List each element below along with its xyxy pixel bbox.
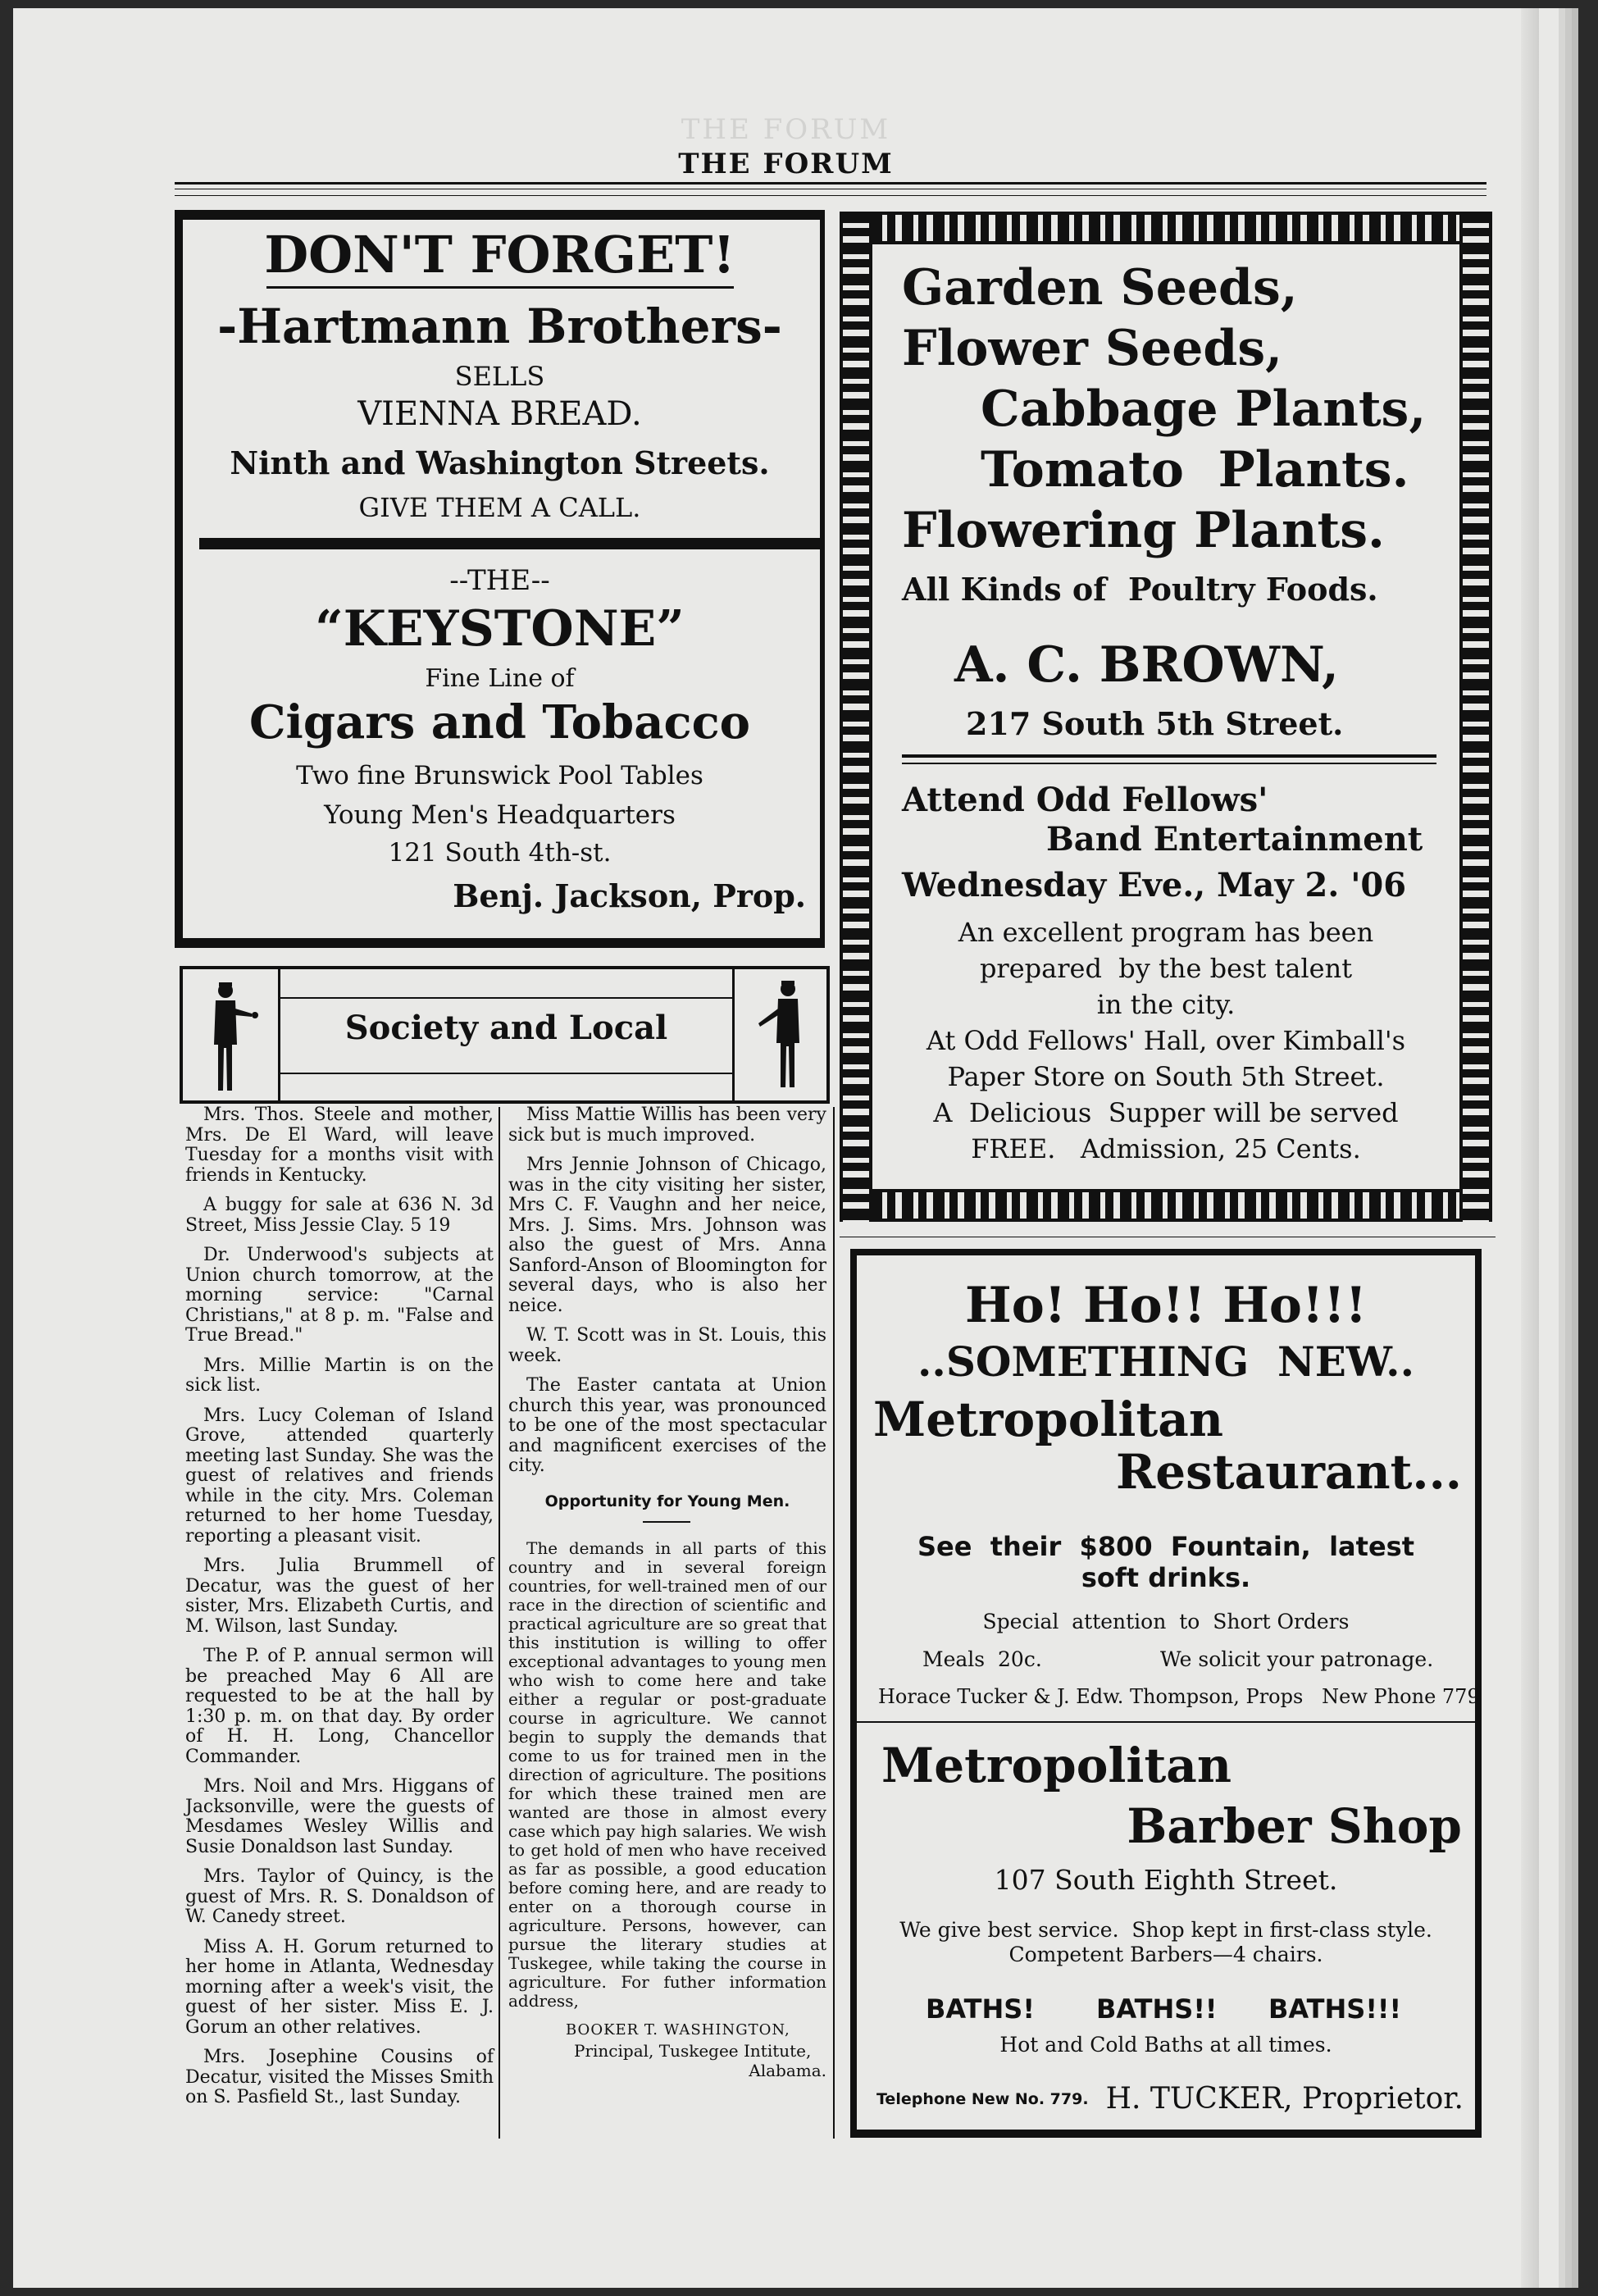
seeds-line-4: Tomato Plants. — [981, 441, 1409, 499]
oddfellows-line-7: At Odd Fellows' Hall, over Kimball's — [926, 1025, 1406, 1056]
news-item: Mrs. Thos. Steele and mother, Mrs. De El Ward, will leave Tuesday for a months visit with friends in Kentucky. — [185, 1105, 494, 1186]
barber-name-1: Metropolitan — [881, 1738, 1232, 1793]
barber-address: 107 South Eighth Street. — [994, 1864, 1338, 1896]
news-item: Mrs. Millie Martin is on the sick list. — [185, 1355, 494, 1396]
oddfellows-line-10: FREE. Admission, 25 Cents. — [971, 1133, 1361, 1164]
headline-underline — [266, 286, 734, 289]
seeds-line-2: Flower Seeds, — [902, 320, 1283, 377]
hartmann-headline: DON'T FORGET! — [264, 225, 735, 285]
seeds-line-3: Cabbage Plants, — [981, 380, 1427, 438]
seeds-rule-2 — [902, 763, 1436, 764]
metro-soft-drinks: soft drinks. — [1081, 1562, 1251, 1593]
ornament-right — [1459, 212, 1492, 1222]
news-item: The Easter cantata at Union church this year, was pronounced to be one of the most spectacular and magnificent exercises of the city. — [508, 1375, 826, 1476]
hartmann-address: Ninth and Washington Streets. — [230, 444, 770, 481]
oddfellows-line-5: prepared by the best talent — [979, 953, 1353, 984]
keystone-the: --THE-- — [449, 564, 550, 597]
news-item: Mrs. Lucy Coleman of Island Grove, attended quarterly meeting last Sunday. She was the guest of relatives and friends while in the city. Mrs. Coleman returned to her home Tuesday, reporting a pleasant visit. — [185, 1405, 494, 1547]
metro-props: Horace Tucker & J. Edw. Thompson, Props New Phone 779 — [878, 1685, 1480, 1708]
ornament-left — [840, 212, 872, 1222]
metro-bottom-rule — [850, 2133, 1482, 2138]
baths-3: BATHS!!! — [1268, 1993, 1402, 2025]
column-rule-1 — [499, 1107, 500, 2139]
ad-border-bottom — [175, 938, 825, 948]
news-item: Mrs. Julia Brummell of Decatur, was the guest of her sister, Mrs. Elizabeth Curtis, and M. Wilson, last Sunday. — [185, 1556, 494, 1637]
keystone-pool: Two fine Brunswick Pool Tables — [296, 761, 703, 790]
opportunity-signature-3: Alabama. — [749, 2061, 826, 2080]
seeds-line-1: Garden Seeds, — [902, 259, 1298, 317]
metro-patronage: We solicit your patronage. — [1160, 1647, 1434, 1671]
keystone-headquarters: Young Men's Headquarters — [324, 800, 676, 830]
metro-divider — [857, 1721, 1475, 1723]
hartmann-name: -Hartmann Brothers- — [217, 298, 782, 354]
news-item: Mrs. Josephine Cousins of Decatur, visited the Misses Smith on S. Pasfield St., last Sunday. — [185, 2047, 494, 2107]
header-rule-3 — [175, 195, 1486, 196]
hartmann-keystone-ad — [175, 210, 825, 948]
news-item: Dr. Underwood's subjects at Union church tomorrow, at the morning service: "Carnal Christians," at 8 p. m. "False and True Bread." — [185, 1245, 494, 1346]
barber-chairs: Competent Barbers—4 chairs. — [1008, 1943, 1323, 1966]
news-item: W. T. Scott was in St. Louis, this week. — [508, 1325, 826, 1366]
opportunity-heading: Opportunity for Young Men. — [544, 1492, 790, 1510]
metro-ho: Ho! Ho!! Ho!!! — [965, 1277, 1367, 1334]
news-item: A buggy for sale at 636 N. 3d Street, Miss Jessie Clay. 5 19 — [185, 1195, 494, 1236]
oddfellows-date: Wednesday Eve., May 2. '06 — [902, 866, 1407, 904]
seeds-rule-1 — [902, 754, 1436, 758]
metro-something-new: ..SOMETHING NEW.. — [917, 1337, 1414, 1386]
keystone-proprietor: Benj. Jackson, Prop. — [453, 877, 806, 914]
metropolitan-ad — [850, 1249, 1482, 2136]
news-item: Mrs Jennie Johnson of Chicago, was in the city visiting her sister, Mrs C. F. Vaughn and her neice, Mrs. J. Sims. Mrs. Johnson was also the guest of Mrs. Anna Sanford-Anson of Bloomington for several days, who is also her neice. — [508, 1155, 826, 1316]
society-header — [180, 966, 830, 1104]
ad-divider — [199, 538, 822, 549]
news-item: Mrs. Noil and Mrs. Higgans of Jacksonville, were the guests of Mesdames Wesley Willis and Susie Donaldson last Sunday. — [185, 1776, 494, 1857]
gentleman-right-icon — [749, 976, 814, 1091]
seeds-line-5: Flowering Plants. — [902, 502, 1385, 559]
gentleman-left-icon — [199, 979, 265, 1094]
ornament-bottom — [840, 1189, 1492, 1222]
barber-name-2: Barber Shop — [1127, 1798, 1462, 1854]
header-rule — [175, 182, 1486, 184]
seeds-poultry: All Kinds of Poultry Foods. — [902, 571, 1378, 608]
seeds-merchant: A. C. BROWN, — [954, 636, 1339, 694]
page-edge — [1521, 8, 1539, 2288]
ornament-top — [840, 212, 1492, 244]
hartmann-call: GIVE THEM A CALL. — [358, 492, 641, 523]
society-column-2 — [508, 1105, 826, 2081]
metro-meals: Meals 20c. — [922, 1647, 1042, 1671]
baths-2: BATHS!! — [1096, 1993, 1218, 2025]
keystone-fine-line: Fine Line of — [425, 664, 575, 693]
news-item: Mrs. Taylor of Quincy, is the guest of Mrs. R. S. Donaldson of W. Canedy street. — [185, 1866, 494, 1927]
metro-restaurant-1: Metropolitan — [873, 1392, 1223, 1447]
barber-proprietor: H. TUCKER, Proprietor. — [1105, 2082, 1464, 2116]
society-column-1 — [185, 1105, 494, 2118]
baths-1: BATHS! — [926, 1993, 1035, 2025]
hartmann-sells: SELLS — [454, 361, 545, 392]
oddfellows-line-9: A Delicious Supper will be served — [933, 1097, 1399, 1128]
oddfellows-line-4: An excellent program has been — [958, 917, 1374, 948]
barber-phone: Telephone New No. 779. — [876, 2090, 1089, 2108]
baths-hot-cold: Hot and Cold Baths at all times. — [999, 2033, 1332, 2057]
keystone-cigars: Cigars and Tobacco — [248, 695, 751, 749]
keystone-name: “KEYSTONE” — [315, 600, 685, 658]
seeds-address: 217 South 5th Street. — [966, 705, 1344, 742]
page-title: THE FORUM — [678, 148, 894, 180]
keystone-address: 121 South 4th-st. — [388, 838, 612, 868]
opportunity-body: The demands in all parts of this country and in several foreign countries, for well-trained men of our race in the direction of scientific and practical agriculture are so great that this institution is willing to offer exceptional advantages to young men who wish to come here and take either a regular or post-graduate course in agriculture. We cannot begin to supply the demands that come to us for trained men in the direction of agriculture. The positions for which these trained men are wanted are those in almost every case which pay high salaries. We wish to get hold of men who have received as far as possible, a good education before coming here, and are ready to enter on a thorough course in agriculture. Persons, however, can pursue the literary studies at Tuskegee, while taking the course in agriculture. For futher information address, — [508, 1538, 826, 2011]
bleed-through-title: THE FORUM — [681, 113, 891, 146]
opportunity-rule — [643, 1521, 690, 1523]
news-item: The P. of P. annual sermon will be preached May 6 All are requested to be at the hall by 1:30 p. m. on that day. By order of H. H. Long, Chancellor Commander. — [185, 1646, 494, 1767]
seeds-ad — [872, 246, 1459, 1189]
metro-fountain: See their $800 Fountain, latest — [917, 1531, 1414, 1562]
oddfellows-line-6: in the city. — [1096, 989, 1236, 1020]
news-item: Miss A. H. Gorum returned to her home in Atlanta, Wednesday morning after a week's visit, the guest of her sister. Miss E. J. Gorum an other relatives. — [185, 1936, 494, 2038]
society-title: Society and Local — [344, 1009, 668, 1047]
newspaper-page — [13, 8, 1559, 2288]
barber-service: We give best service. Shop kept in first-class style. — [899, 1918, 1432, 1942]
opportunity-signature-1: BOOKER T. WASHINGTON, — [566, 2021, 790, 2039]
hartmann-product: VIENNA BREAD. — [357, 395, 642, 433]
metro-restaurant-2: Restaurant... — [1116, 1444, 1462, 1500]
ad-border-top — [175, 210, 825, 220]
society-rule-bottom — [278, 1073, 735, 1074]
metro-short-orders: Special attention to Short Orders — [982, 1610, 1350, 1633]
oddfellows-line-1: Attend Odd Fellows' — [902, 781, 1268, 819]
column-rule-2 — [833, 1107, 835, 2139]
oddfellows-line-8: Paper Store on South 5th Street. — [947, 1061, 1385, 1092]
news-item: Miss Mattie Willis has been very sick but is much improved. — [508, 1105, 826, 1146]
society-rule-top — [278, 997, 735, 999]
oddfellows-line-2: Band Entertainment — [1046, 820, 1423, 859]
opportunity-signature-2: Principal, Tuskegee Intitute, — [574, 2040, 812, 2061]
